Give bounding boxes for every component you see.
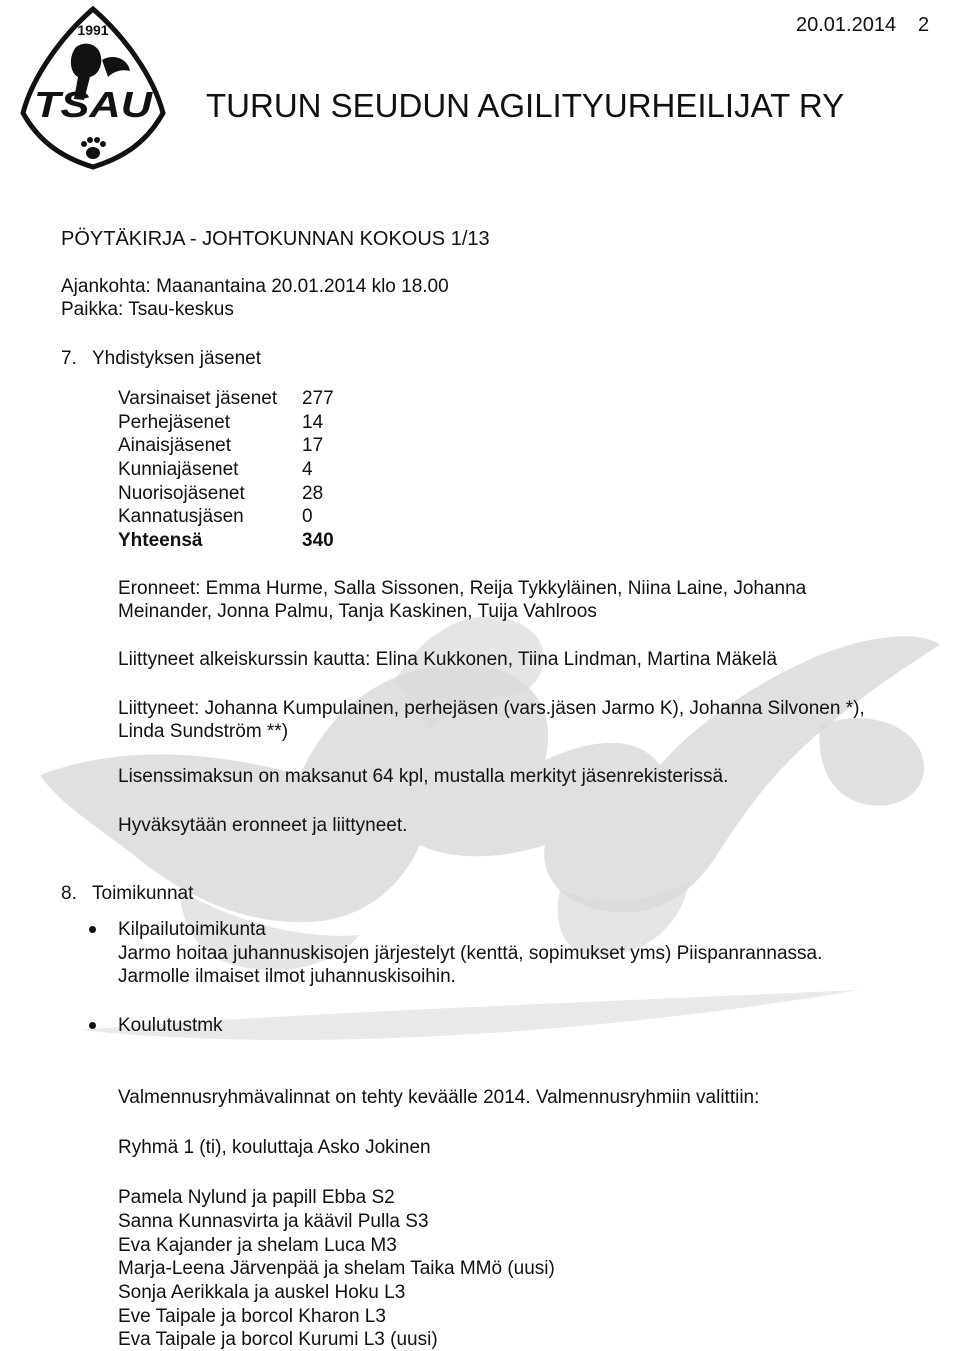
member-total-label: Yhteensä xyxy=(118,530,203,551)
list-item: Marja-Leena Järvenpää ja shelam Taika MMö (uusi) xyxy=(118,1258,555,1279)
list-item: Pamela Nylund ja papill Ebba S2 xyxy=(118,1187,395,1208)
joined-line-1: Liittyneet: Johanna Kumpulainen, perhejäsen (vars.jäsen Jarmo K), Johanna Silvonen *), xyxy=(118,698,865,719)
approved-line: Hyväksytään eronneet ja liittyneet. xyxy=(118,815,408,836)
page-number: 2 xyxy=(918,14,930,36)
training-groups-line: Valmennusryhmävalinnat on tehty keväälle 2014. Valmennusryhmiin valittiin: xyxy=(118,1087,760,1108)
list-item: Eva Kajander ja shelam Luca M3 xyxy=(118,1235,397,1256)
member-count: 0 xyxy=(302,506,313,527)
resigned-line-2: Meinander, Jonna Palmu, Tanja Kaskinen, Tuija Vahlroos xyxy=(118,601,597,622)
committee-name: Kilpailutoimikunta xyxy=(118,919,266,940)
joined-course-line: Liittyneet alkeiskurssin kautta: Elina Kukkonen, Tiina Lindman, Martina Mäkelä xyxy=(118,649,778,670)
section7-number: 7. xyxy=(61,348,77,369)
list-item: Eve Taipale ja borcol Kharon L3 xyxy=(118,1306,386,1327)
member-type-label: Nuorisojäsenet xyxy=(118,483,245,504)
license-line: Lisenssimaksun on maksanut 64 kpl, mustalla merkityt jäsenrekisterissä. xyxy=(118,766,729,787)
member-count: 28 xyxy=(302,483,324,504)
committee-line: Jarmo hoitaa juhannuskisojen järjestelyt (kenttä, sopimukset yms) Piispanrannassa. xyxy=(118,943,823,964)
bullet-icon xyxy=(89,926,96,933)
member-type-label: Ainaisjäsenet xyxy=(118,435,232,456)
section8-number: 8. xyxy=(61,883,77,904)
member-total-value: 340 xyxy=(302,530,334,551)
member-type-label: Kunniajäsenet xyxy=(118,459,239,480)
meeting-place: Paikka: Tsau-keskus xyxy=(61,299,234,320)
member-type-label: Perhejäsenet xyxy=(118,412,230,433)
member-type-label: Varsinaiset jäsenet xyxy=(118,388,278,409)
doc-title: PÖYTÄKIRJA - JOHTOKUNNAN KOKOUS 1/13 xyxy=(61,228,490,250)
group1-heading: Ryhmä 1 (ti), kouluttaja Asko Jokinen xyxy=(118,1137,431,1158)
header-date: 20.01.2014 xyxy=(796,14,897,36)
resigned-line-1: Eronneet: Emma Hurme, Salla Sissonen, Reija Tykkyläinen, Niina Laine, Johanna xyxy=(118,578,807,599)
section8-heading: Toimikunnat xyxy=(92,883,194,904)
member-count: 277 xyxy=(302,388,334,409)
committee-line: Jarmolle ilmaiset ilmot juhannuskisoihin. xyxy=(118,966,456,987)
member-type-label: Kannatusjäsen xyxy=(118,506,244,527)
member-count: 4 xyxy=(302,459,313,480)
list-item: Sanna Kunnasvirta ja käävil Pulla S3 xyxy=(118,1211,429,1232)
logo-letters: TSAU xyxy=(34,84,154,125)
committee-name: Koulutustmk xyxy=(118,1015,223,1036)
bullet-icon xyxy=(89,1022,96,1029)
list-item: Eva Taipale ja borcol Kurumi L3 (uusi) xyxy=(118,1329,438,1350)
list-item: Sonja Aerikkala ja auskel Hoku L3 xyxy=(118,1282,406,1303)
meeting-time: Ajankohta: Maanantaina 20.01.2014 klo 18.00 xyxy=(61,276,449,297)
org-title: TURUN SEUDUN AGILITYURHEILIJAT RY xyxy=(206,87,845,124)
section7-heading: Yhdistyksen jäsenet xyxy=(92,348,261,369)
logo-year: 1991 xyxy=(77,22,109,38)
member-count: 14 xyxy=(302,412,324,433)
member-count: 17 xyxy=(302,435,324,456)
joined-line-2: Linda Sundström **) xyxy=(118,721,289,742)
